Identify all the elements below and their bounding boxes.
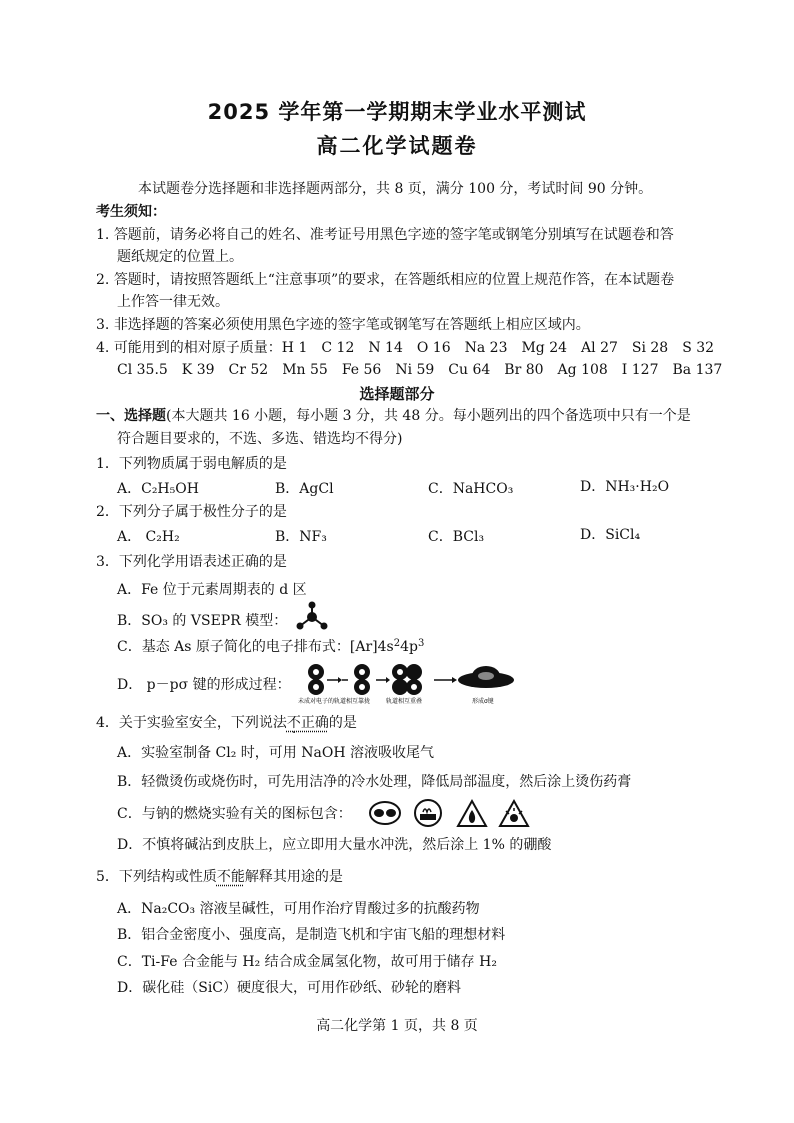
q3-option-c: C．基态 As 原子简化的电子排布式：$[Ar]4s^24p^3$ [117, 638, 425, 655]
safety-icons [368, 798, 534, 830]
orbital-pair-1 [308, 664, 324, 695]
part1-desc: (本大题共 16 小题，每小题 3 分，共 48 分。每小题列出的四个备选项中只有一个是 [166, 408, 691, 424]
question-1-stem: 1．下列物质属于弱电解质的是 [96, 456, 287, 472]
notice-item-2 [96, 271, 674, 289]
q3-option-b [117, 609, 332, 633]
notice-num: 3. [96, 317, 110, 333]
diagram-caption-1: 未成对电子的轨道相互靠拢 [298, 698, 371, 705]
notice-text: 答题时，请按照答题纸上“注意事项”的要求，在答题纸相应的位置上规范作答，在本试题卷 [113, 272, 675, 288]
notice-num: 2. [96, 272, 110, 288]
exam-title: 2025 学年第一学期期末学业水平测试 [207, 100, 587, 124]
orbital-overlap [392, 664, 422, 695]
notice-item-4-cont: Cl 35.5 K 39 Cr 52 Mn 55 Fe 56 Ni 59 Cu 64 Br 80 Ag 108 I 127 Ba 137 [117, 362, 723, 378]
q5-option-b: B．铝合金密度小、强度高，是制造飞机和宇宙飞船的理想材料 [117, 927, 506, 943]
diagram-caption-2: 轨道相互重叠 [386, 698, 423, 705]
notice-item-4 [96, 339, 714, 357]
notice-item-3 [96, 316, 590, 334]
q3-option-c-text: C．基态 As 原子简化的电子排布式：[Ar]4s [117, 639, 394, 655]
exam-subtitle: 高二化学试题卷 [316, 134, 478, 158]
section-title: 选择题部分 [359, 385, 435, 403]
emphasis-text: 不能 [216, 869, 245, 885]
q5-option-d: D．碳化硅（SiC）硬度很大，可用作砂纸、砂轮的磨料 [117, 980, 462, 996]
q2-option-c: C．BCl₃ [428, 529, 485, 545]
q2-option-b: B．NF₃ [275, 529, 327, 545]
question-3-stem: 3．下列化学用语表述正确的是 [96, 554, 287, 570]
q3-option-b-text: B．SO₃ 的 VSEPR 模型： [117, 613, 288, 629]
explosive-warning-icon [500, 801, 528, 826]
vsepr-model-icon [292, 601, 332, 633]
notice-item-1 [96, 226, 674, 244]
q2-option-a: A． C₂H₂ [117, 529, 180, 545]
emphasis-text: 不正确 [286, 715, 329, 731]
q4-option-b: B．轻微烫伤或烧伤时，可先用洁净的冷水处理，降低局部温度，然后涂上烫伤药膏 [117, 774, 632, 790]
q2-option-d: D．SiCl₄ [580, 527, 641, 543]
notice-text: 非选择题的答案必须使用黑色字迹的签字笔或钢笔写在答题纸上相应区域内。 [113, 317, 590, 333]
fire-warning-icon [458, 801, 486, 826]
question-4-stem: 4．关于实验室安全，下列说法不正确的是 [96, 715, 357, 731]
notice-item-2-cont: 上作答一律无效。 [117, 294, 229, 310]
q3-option-d: D． p－pσ 键的形成过程： [117, 677, 291, 693]
page-footer: 高二化学第 1 页，共 8 页 [316, 1018, 478, 1034]
q1-option-c: C．NaHCO₃ [428, 481, 514, 497]
notice-item-1-cont: 题纸规定的位置上。 [117, 249, 243, 265]
part1-header [96, 407, 691, 425]
notice-text: 可能用到的相对原子质量：H 1 C 12 N 14 O 16 Na 23 Mg 24 Al 27 Si 28 S 32 [113, 340, 715, 356]
question-5-stem: 5．下列结构或性质不能解释其用途的是 [96, 869, 343, 885]
notice-num: 1. [96, 227, 110, 243]
notice-heading: 考生须知： [96, 204, 166, 220]
hot-surface-icon [415, 800, 441, 826]
notice-num: 4. [96, 340, 110, 356]
intro-text: 本试题卷分选择题和非选择题两部分，共 8 页，满分 100 分，考试时间 90 分钟。 [138, 181, 653, 197]
part1-label: 一、选择题 [96, 408, 166, 424]
q5-option-a: A．Na₂CO₃ 溶液呈碱性，可用作治疗胃酸过多的抗酸药物 [117, 901, 480, 917]
q5-option-c: C．Ti-Fe 合金能与 H₂ 结合成金属氢化物，故可用于储存 H₂ [117, 954, 497, 970]
q4-option-d: D．不慎将碱沾到皮肤上，应立即用大量水冲洗，然后涂上 1% 的硼酸 [117, 837, 552, 853]
orbital-pair-2 [354, 664, 370, 695]
diagram-caption-3: 形成σ键 [472, 698, 494, 705]
q1-option-d: D．NH₃·H₂O [580, 479, 670, 495]
q1-option-a: A．C₂H₅OH [117, 481, 199, 497]
sigma-bond-shape [458, 666, 514, 688]
sigma-bond-diagram [296, 660, 526, 706]
notice-text: 答题前，请务必将自己的姓名、准考证号用黑色字迹的签字笔或钢笔分别填写在试题卷和答 [113, 227, 674, 243]
goggles-icon [370, 802, 400, 824]
q1-option-b: B．AgCl [275, 481, 334, 497]
part1-desc-cont: 符合题目要求的，不选、多选、错选均不得分) [117, 431, 403, 447]
question-2-stem: 2．下列分子属于极性分子的是 [96, 504, 287, 520]
q3-option-a: A．Fe 位于元素周期表的 d 区 [117, 582, 307, 598]
q4-option-c: C．与钠的燃烧实验有关的图标包含： [117, 806, 352, 822]
q4-option-a: A．实验室制备 Cl₂ 时，可用 NaOH 溶液吸收尾气 [117, 745, 434, 761]
